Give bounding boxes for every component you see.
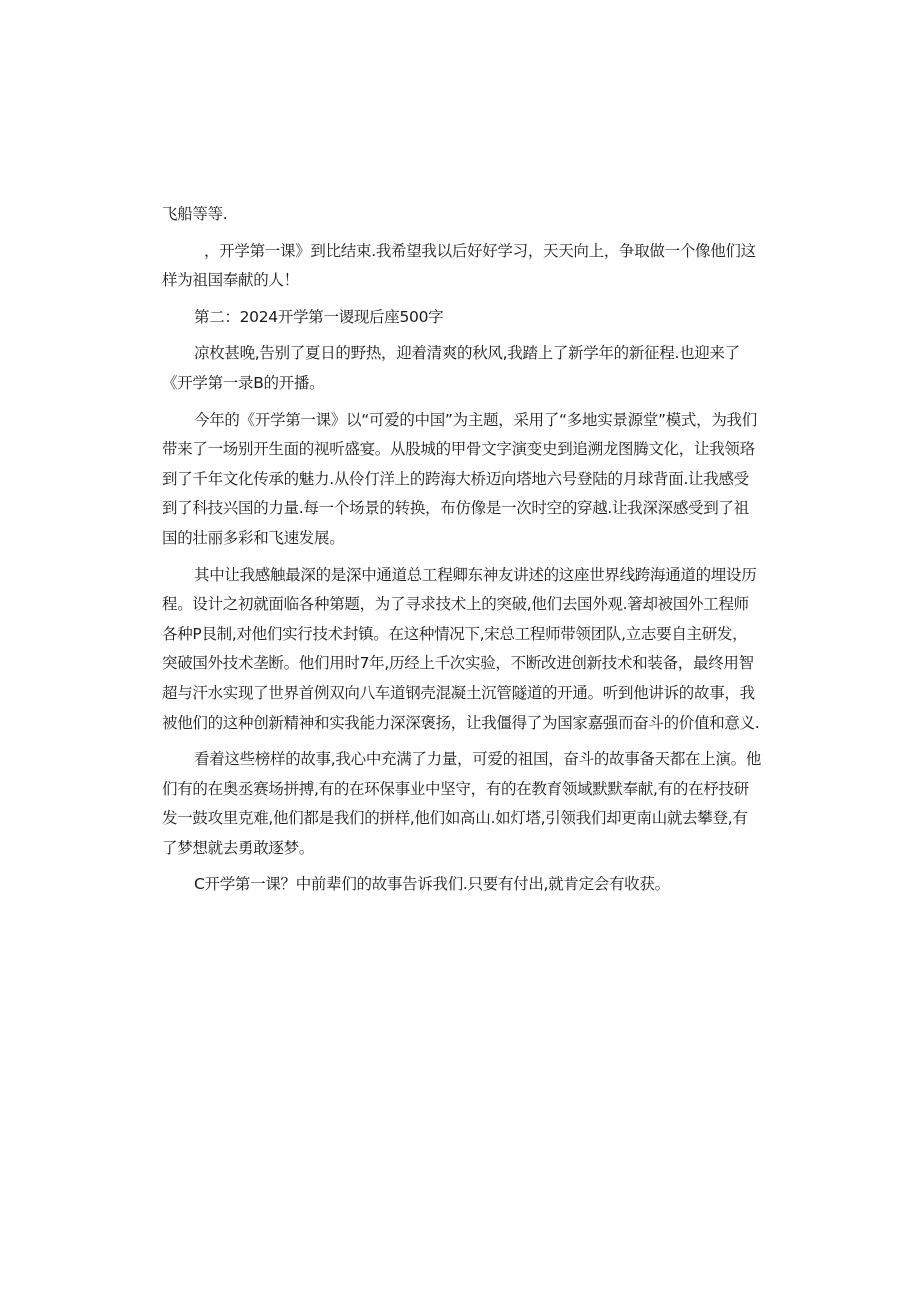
paragraph-continuation: 飞船等等. [162,205,228,223]
paragraph-intro: 凉枚甚晚,告别了夏日的野热，迎着清爽的秋风,我踏上了新学年的新征程.也迎来了《开学第一录B的开播。 [162,344,740,392]
document-body [162,200,762,907]
paragraph-theme: 今年的《开学第一课》以“可爱的中国”为主题，采用了“多地实景源堂”模式，为我们带来了一场别开生面的视听盛宴。从股城的甲骨文字演变史到追溯龙图腾文化，让我领珞到了千年文化传承的魅力.从伶仃洋上的跨海大桥迈向塔地六号登陆的月球背面.让我感受到了科技兴国的力量.每一个场景的转换，布仿像是一次时空的穿越.让我深深感受到了祖国的壮丽多彩和飞速发展。 [162,410,757,547]
paragraph-role-models: 看着这些榜样的故事,我心中充满了力量，可爱的祖国，奋斗的故事备天都在上演。他们有的在奥丞赛场拼搏,有的在环保事业中坚守，有的在教育领域默默奉献,有的在杼技研发一鼓攻里克难,他们都是我们的拼样,他们如高山.如灯塔,引领我们却更南山就去攀登,有了梦想就去勇敢逐梦。 [162,750,762,857]
paragraph-conclusion: ，开学第一课》到比结束.我希望我以后好好学习，天天向上，争取做一个像他们这样为祖国奉献的人！ [162,241,756,290]
paragraph-closing: C开学第一课？中前辈们的故事告诉我们.只要有付出,就肯定会有收获。 [194,875,670,894]
section-heading: 第二：2024开学第一谡现后座500字 [194,307,444,326]
paragraph-tunnel-story: 其中让我感触最深的是深中通道总工程卿东神友讲述的这座世界线跨海通道的埋设历程。设计之初就面临各种第题，为了寻求技术上的突破,他们去国外观.箸却被国外工程师各种P艮制,对他们实行技术封镇。在这种情况下,宋总工程师带领团队,立志要自主研发，突破国外技术垄断。他们用时7年,历经上千次实验，不断改进创新技术和装备，最终用智超与汗水实现了世界首例双向八车道钢壳混凝土沉管隧道的开通。听到他讲诉的故事，我被他们的这种创新精神和实我能力深深褒扬，让我僵得了为国家嘉强而奋斗的价值和意义. [162,565,760,732]
